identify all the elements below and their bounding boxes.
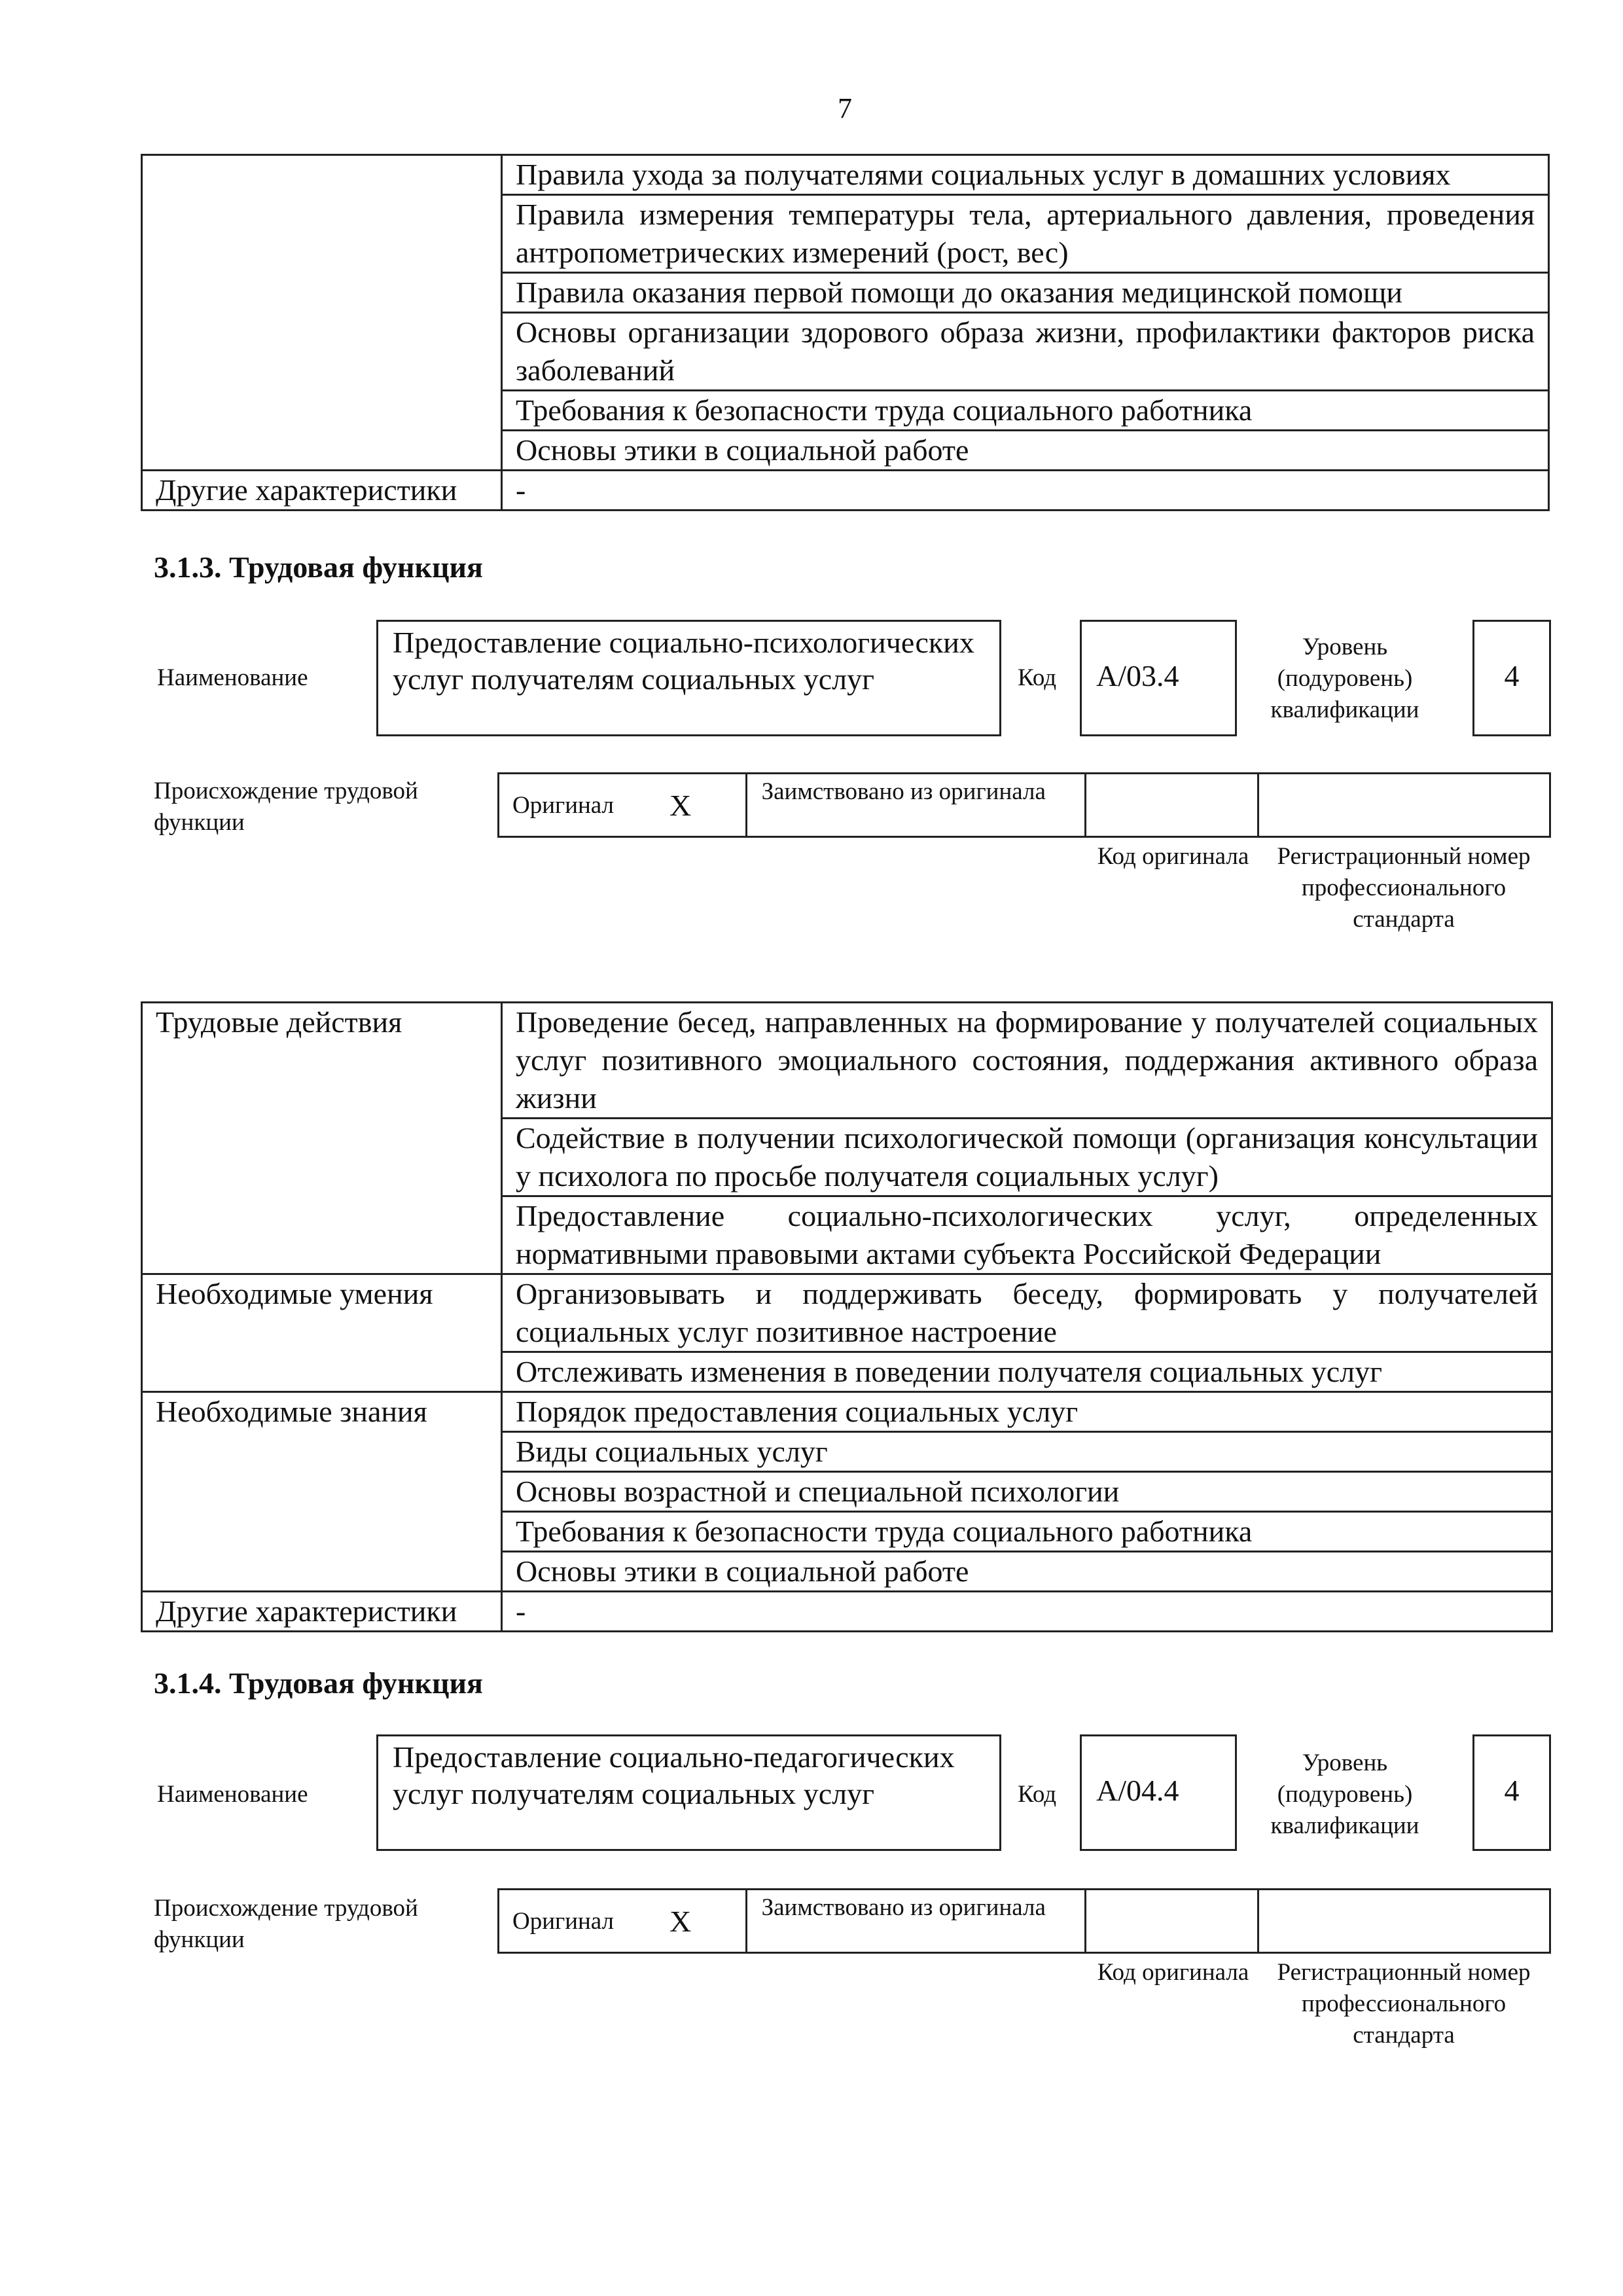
labor-actions-label: Трудовые действия xyxy=(142,1003,502,1119)
knowledge-item: Требования к безопасности труда социального работника xyxy=(502,391,1549,431)
code-value-box: А/03.4 xyxy=(1080,620,1237,736)
original-code-cell xyxy=(1086,774,1259,836)
borrowed-label: Заимствовано из оригинала xyxy=(747,1890,1086,1952)
code-value-box: А/04.4 xyxy=(1080,1734,1237,1851)
knowledge-item: Правила оказания первой помощи до оказания медицинской помощи xyxy=(502,273,1549,313)
function-details-table xyxy=(141,1001,1553,1632)
function-name-box: Предоставление социально-педагогических услуг получателям социальных услуг xyxy=(376,1734,1001,1851)
reg-number-caption: Регистрационный номер профессионального стандарта xyxy=(1277,1959,1531,2049)
knowledge-item: Основы этики в социальной работе xyxy=(502,1552,1552,1592)
level-label: Уровень (подуровень) квалификации xyxy=(1270,634,1419,723)
other-characteristics-label: Другие характеристики xyxy=(142,471,502,511)
level-label: Уровень (подуровень) квалификации xyxy=(1270,1749,1419,1839)
skill-item: Отслеживать изменения в поведении получателя социальных услуг xyxy=(502,1352,1552,1392)
other-characteristics-value: - xyxy=(502,1592,1552,1632)
knowledge-item: Виды социальных услуг xyxy=(502,1432,1552,1472)
labor-action-item: Содействие в получении психологической помощи (организация консультации у психолога по просьбе получателя социальных услуг) xyxy=(502,1119,1552,1196)
name-label: Наименование xyxy=(157,1781,308,1808)
code-label: Код xyxy=(1018,664,1057,691)
knowledge-item: Порядок предоставления социальных услуг xyxy=(502,1392,1552,1432)
knowledge-label: Необходимые знания xyxy=(142,1392,502,1432)
origin-row xyxy=(497,772,1551,838)
origin-row xyxy=(497,1888,1551,1954)
reg-number-caption: Регистрационный номер профессионального стандарта xyxy=(1277,843,1531,933)
code-label: Код xyxy=(1018,1781,1057,1808)
origin-label: Происхождение трудовой функции xyxy=(154,1895,418,1953)
page-number: 7 xyxy=(838,92,852,124)
original-code-cell xyxy=(1086,1890,1259,1952)
original-label: Оригинал xyxy=(512,1907,615,1935)
skill-item: Организовывать и поддерживать беседу, формировать у получателей социальных услуг позитивное настроение xyxy=(502,1274,1552,1352)
knowledge-item: Требования к безопасности труда социального работника xyxy=(502,1512,1552,1552)
skills-label: Необходимые умения xyxy=(142,1274,502,1352)
borrowed-label: Заимствовано из оригинала xyxy=(747,774,1086,836)
level-value-box: 4 xyxy=(1472,620,1551,736)
knowledge-item: Основы возрастной и специальной психологии xyxy=(502,1472,1552,1512)
code-original-caption: Код оригинала xyxy=(1097,843,1249,870)
original-mark: X xyxy=(669,1904,692,1938)
name-label: Наименование xyxy=(157,664,308,691)
top-requirements-table xyxy=(141,154,1550,511)
original-mark: X xyxy=(669,788,692,822)
knowledge-item: Основы этики в социальной работе xyxy=(502,431,1549,471)
labor-action-item: Предоставление социально-психологических услуг, определенных нормативными правовыми актами субъекта Российской Федерации xyxy=(502,1196,1552,1274)
section-heading: 3.1.3. Трудовая функция xyxy=(154,550,483,584)
knowledge-item: Основы организации здорового образа жизни, профилактики факторов риска заболеваний xyxy=(502,313,1549,391)
original-label: Оригинал xyxy=(512,791,615,819)
other-characteristics-value: - xyxy=(502,471,1549,511)
knowledge-item: Правила ухода за получателями социальных услуг в домашних условиях xyxy=(502,155,1549,195)
origin-label: Происхождение трудовой функции xyxy=(154,778,418,836)
registration-number-cell xyxy=(1259,1890,1549,1952)
code-original-caption: Код оригинала xyxy=(1097,1959,1249,1986)
section-heading: 3.1.4. Трудовая функция xyxy=(154,1666,483,1700)
level-value-box: 4 xyxy=(1472,1734,1551,1851)
knowledge-item: Правила измерения температуры тела, артериального давления, проведения антропометрических измерений (рост, вес) xyxy=(502,195,1549,273)
function-name-box: Предоставление социально-психологических услуг получателям социальных услуг xyxy=(376,620,1001,736)
other-characteristics-label: Другие характеристики xyxy=(142,1592,502,1632)
labor-action-item: Проведение бесед, направленных на формирование у получателей социальных услуг позитивного эмоциального состояния, поддержания активного образа жизни xyxy=(502,1003,1552,1119)
registration-number-cell xyxy=(1259,774,1549,836)
